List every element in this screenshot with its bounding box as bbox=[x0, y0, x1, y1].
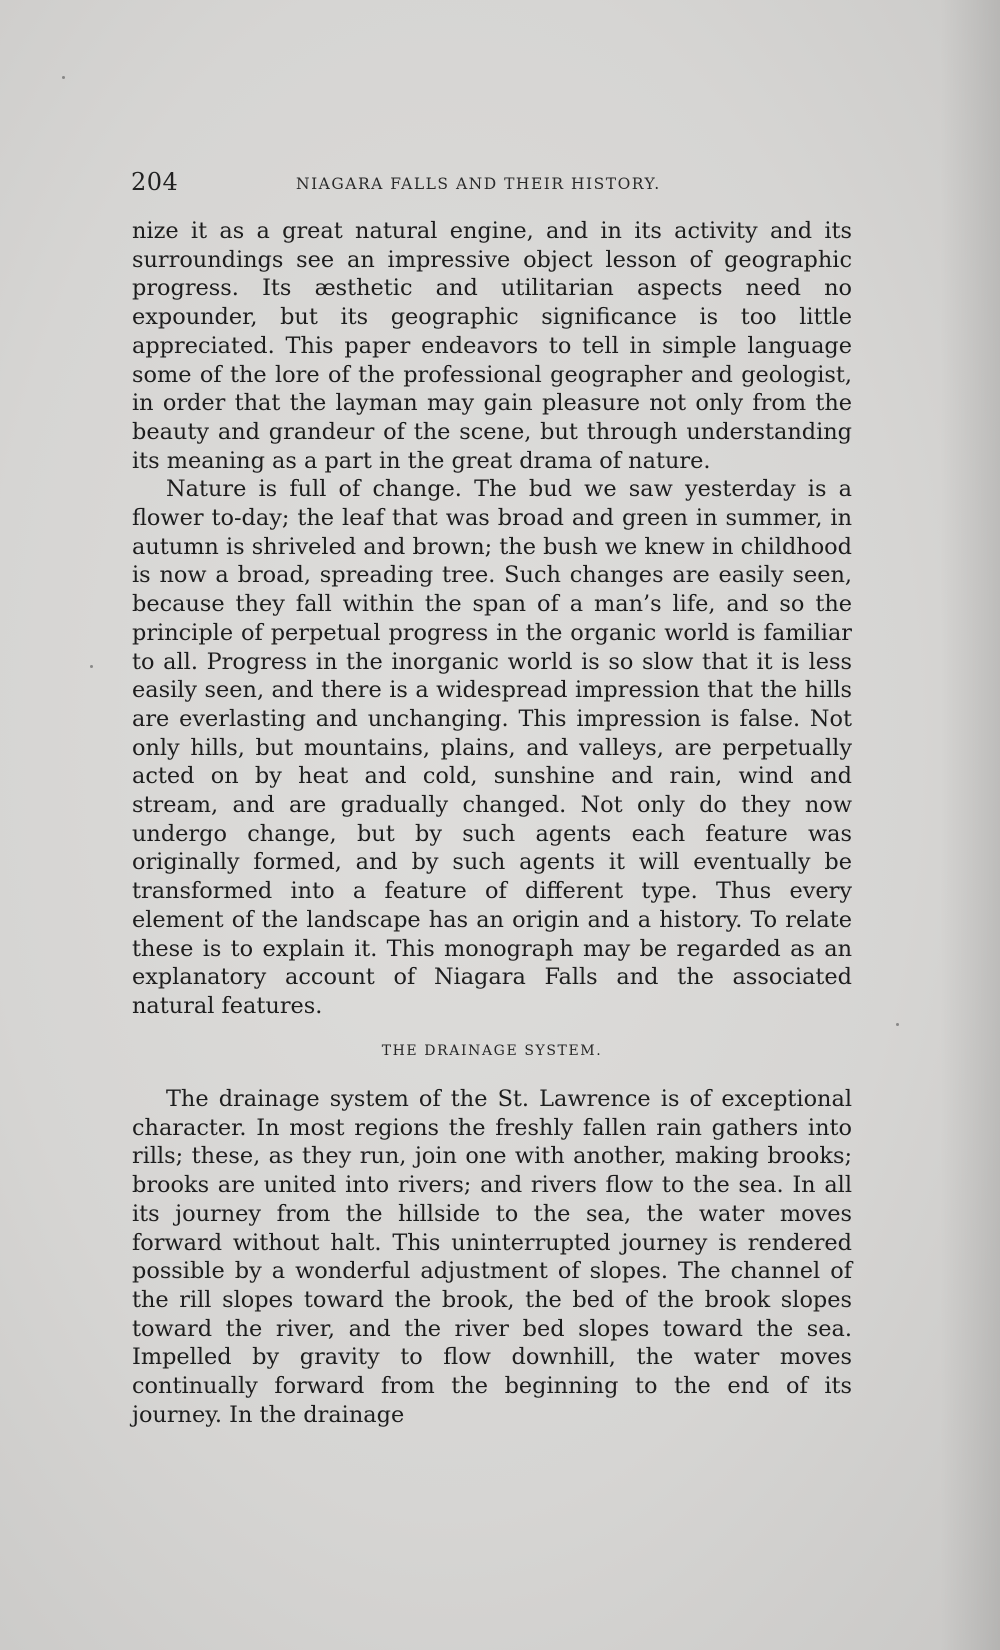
paragraph-nature: Nature is full of change. The bud we saw yesterday is a flower to-day; the leaf that was broad and green in summer, in autumn is shriveled and brown; the bush we knew in childhood is now a broad, spreading tree. Such changes are easily seen, because they fall within the span of a man’s life, and so the principle of perpetual progress in the organic world is familiar to all. Progress in the inorganic world is so slow that it is less easily seen, and there is a widespread impression that the hills are everlasting and unchanging. This impression is false. Not only hills, but mountains, plains, and valleys, are perpetually acted on by heat and cold, sunshine and rain, wind and stream, and are gradually changed. Not only do they now undergo change, but by such agents each feature was originally formed, and by such agents it will eventually be transformed into a feature of different type. Thus every element of the landscape has an origin and a history. To relate these is to explain it. This monograph may be regarded as an explanatory account of Niagara Falls and the associated natural features. bbox=[132, 476, 852, 1019]
scan-speck bbox=[62, 76, 65, 79]
running-head bbox=[131, 168, 851, 202]
paragraph-continued: nize it as a great natural engine, and in its activity and its surroundings see an impressive object lesson of geographic progress. Its æsthetic and utilitarian aspects need no expounder, but its geographic significance is too little appreciated. This paper endeavors to tell in simple language some of the lore of the professional geographer and geologist, in order that the layman may gain pleasure not only from the beauty and grandeur of the scene, but through understanding its meaning as a part in the great drama of nature. bbox=[132, 218, 852, 474]
paragraph-drainage: The drainage system of the St. Lawrence is of exceptional character. In most regions the freshly fallen rain gathers into rills; these, as they run, join one with another, making brooks; brooks are united into rivers; and rivers flow to the sea. In all its journey from the hillside to the sea, the water moves forward without halt. This uninterrupted journey is rendered possible by a wonderful adjustment of slopes. The channel of the rill slopes toward the brook, the bed of the brook slopes toward the river, and the river bed slopes toward the sea. Impelled by gravity to flow downhill, the water moves continually forward from the beginning to the end of its journey. In the drainage bbox=[132, 1086, 852, 1428]
body-text bbox=[132, 217, 852, 1021]
scan-speck bbox=[90, 665, 93, 668]
page-number: 204 bbox=[131, 168, 179, 196]
scan-speck bbox=[896, 1023, 899, 1026]
page-edge-shadow bbox=[940, 0, 1000, 1650]
running-title: NIAGARA FALLS AND THEIR HISTORY. bbox=[296, 175, 661, 193]
section-heading: THE DRAINAGE SYSTEM. bbox=[381, 1043, 603, 1059]
section-body-text bbox=[132, 1085, 852, 1429]
